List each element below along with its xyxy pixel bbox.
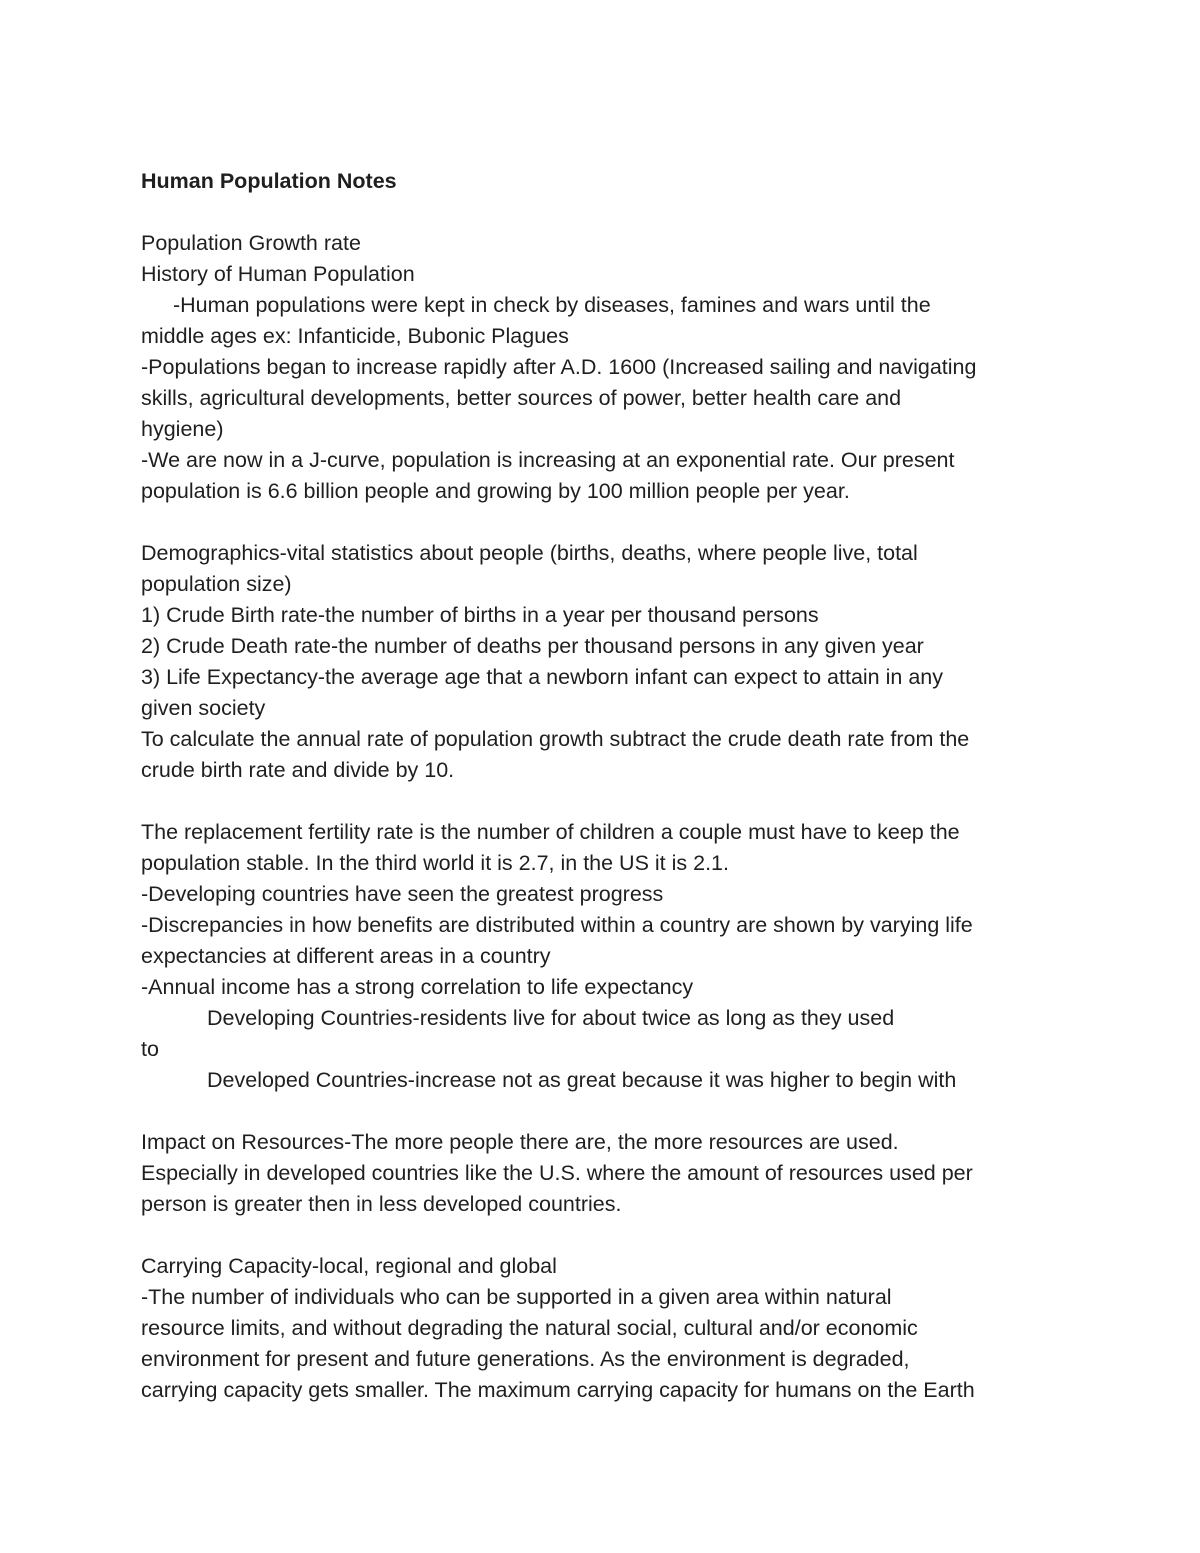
paragraph-line: middle ages ex: Infanticide, Bubonic Plagues xyxy=(141,324,569,348)
section-heading: Population Growth rate xyxy=(141,231,361,255)
paragraph-line: resource limits, and without degrading the natural social, cultural and/or economic xyxy=(141,1316,918,1340)
list-item: 2) Crude Death rate-the number of deaths per thousand persons in any given year xyxy=(141,634,924,658)
paragraph-line: given society xyxy=(141,696,266,720)
paragraph-line: population is 6.6 billion people and growing by 100 million people per year. xyxy=(141,479,850,503)
paragraph-line: to xyxy=(141,1037,159,1061)
paragraph-line: Carrying Capacity-local, regional and global xyxy=(141,1254,557,1278)
list-item: 3) Life Expectancy-the average age that a newborn infant can expect to attain in any xyxy=(141,665,943,689)
paragraph-line: To calculate the annual rate of population growth subtract the crude death rate from the xyxy=(141,727,970,751)
paragraph-line: -Annual income has a strong correlation to life expectancy xyxy=(141,975,694,999)
paragraph-line: environment for present and future generations. As the environment is degraded, xyxy=(141,1347,910,1371)
paragraph-line: -Developing countries have seen the greatest progress xyxy=(141,882,664,906)
document-page xyxy=(141,166,1071,1406)
paragraph-line: population stable. In the third world it is 2.7, in the US it is 2.1. xyxy=(141,851,729,875)
paragraph-line: Developing Countries-residents live for about twice as long as they used xyxy=(207,1006,895,1030)
paragraph-line: -Populations began to increase rapidly after A.D. 1600 (Increased sailing and navigating xyxy=(141,355,977,379)
list-item: 1) Crude Birth rate-the number of births in a year per thousand persons xyxy=(141,603,819,627)
paragraph-line: -Human populations were kept in check by diseases, famines and wars until the xyxy=(173,293,931,317)
paragraph-line: -We are now in a J-curve, population is increasing at an exponential rate. Our present xyxy=(141,448,955,472)
blank-line xyxy=(141,1096,1071,1127)
section-heading: History of Human Population xyxy=(141,262,415,286)
paragraph-line: -Discrepancies in how benefits are distributed within a country are shown by varying life xyxy=(141,913,973,937)
paragraph-line: Impact on Resources-The more people there are, the more resources are used. xyxy=(141,1130,899,1154)
paragraph-line: population size) xyxy=(141,572,292,596)
paragraph-line: expectancies at different areas in a country xyxy=(141,944,551,968)
paragraph-line: The replacement fertility rate is the number of children a couple must have to keep the xyxy=(141,820,960,844)
paragraph-line: hygiene) xyxy=(141,417,224,441)
paragraph-line: carrying capacity gets smaller. The maximum carrying capacity for humans on the Earth xyxy=(141,1378,975,1402)
paragraph-line: person is greater then in less developed countries. xyxy=(141,1192,622,1216)
blank-line xyxy=(141,786,1071,817)
paragraph-line: Demographics-vital statistics about people (births, deaths, where people live, total xyxy=(141,541,918,565)
document-title: Human Population Notes xyxy=(141,169,397,193)
blank-line xyxy=(141,1220,1071,1251)
paragraph-line: -The number of individuals who can be supported in a given area within natural xyxy=(141,1285,892,1309)
paragraph-line: skills, agricultural developments, better sources of power, better health care and xyxy=(141,386,902,410)
blank-line xyxy=(141,507,1071,538)
paragraph-line: Especially in developed countries like the U.S. where the amount of resources used per xyxy=(141,1161,973,1185)
paragraph-line: crude birth rate and divide by 10. xyxy=(141,758,455,782)
paragraph-line: Developed Countries-increase not as great because it was higher to begin with xyxy=(207,1068,957,1092)
blank-line xyxy=(141,197,1071,228)
